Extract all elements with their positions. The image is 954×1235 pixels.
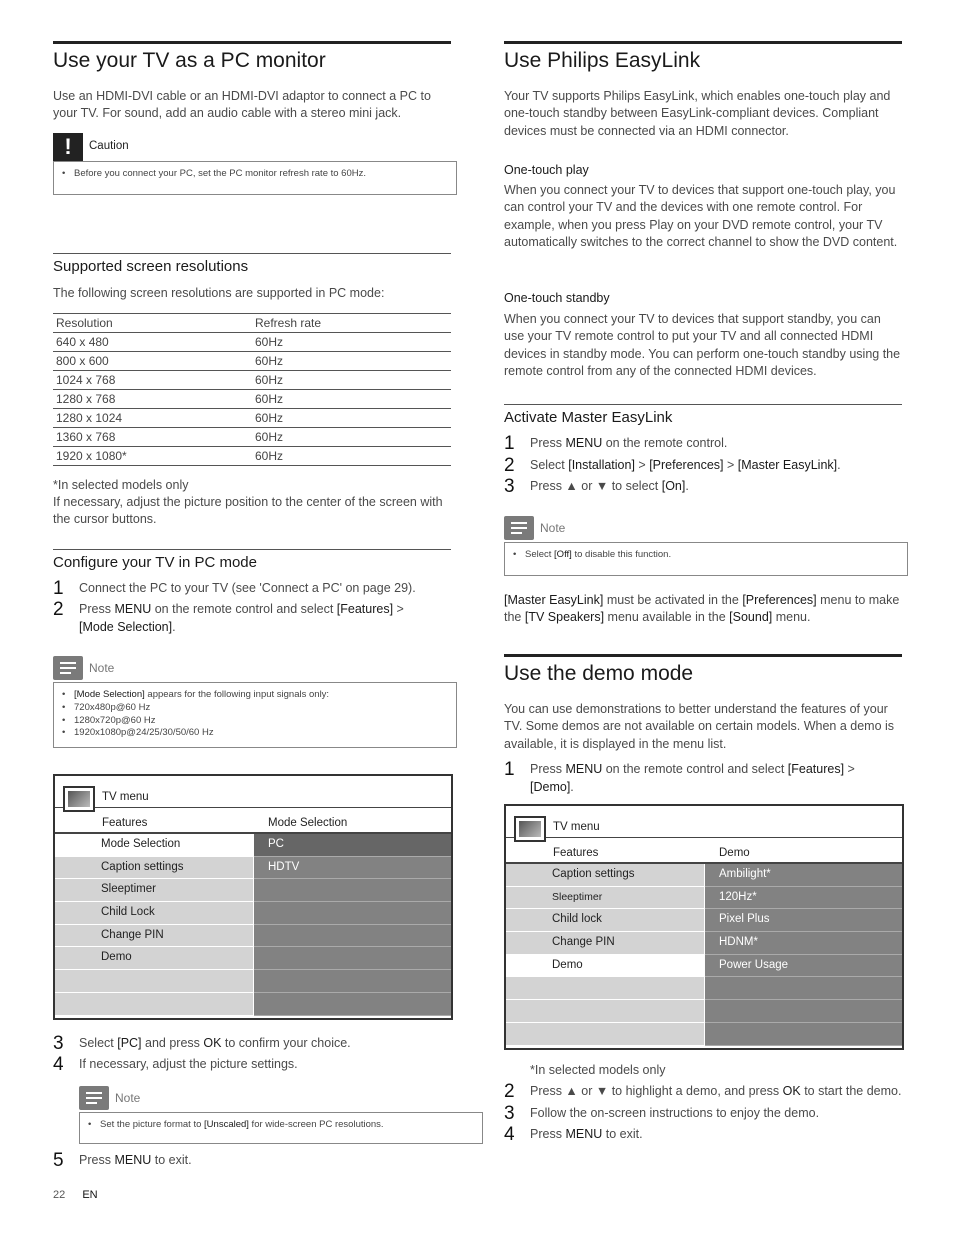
step-text: to start the demo. <box>800 1084 902 1098</box>
menu-option[interactable]: Pixel Plus <box>705 909 902 932</box>
menu-left-header: Features <box>102 817 148 829</box>
resolution-cell: 1280 x 1024 <box>53 409 252 428</box>
resolutions-note: If necessary, adjust the picture position to the center of the screen with the cursor buttons. <box>53 495 443 527</box>
step-text: Connect the PC to your TV (see 'Connect a PC' on page 29). <box>79 581 416 595</box>
menu-option: [Unscaled] <box>204 1119 249 1130</box>
note-text: for wide-screen PC resolutions. <box>248 1119 384 1130</box>
step-number: 2 <box>504 455 515 476</box>
menu-option[interactable]: Ambilight* <box>705 864 902 887</box>
menu-option: [Features] <box>336 602 394 616</box>
menu-item[interactable]: Change PIN <box>55 925 253 948</box>
step-text: . <box>172 620 176 635</box>
note-icon <box>53 656 83 680</box>
note-icon <box>504 516 534 540</box>
menu-item[interactable]: Sleeptimer <box>55 879 253 902</box>
table-row <box>53 447 451 466</box>
menu-option: [TV Speakers] <box>524 610 605 625</box>
demo-step-4 <box>504 1125 902 1144</box>
one-touch-play-text: When you connect your TV to devices that support one-touch play, you can control your TV and the devices with one remote control. For example, when you press Play on your DVD remote control, your TV automatically switches to the correct channel to show the DVD content. <box>504 183 898 249</box>
demo-intro: You can use demonstrations to better understand the features of your TV. Some demos are not available on certain models. When a demo is available, it is displayed in the menu list. <box>504 702 895 751</box>
table-row <box>53 390 451 409</box>
refresh-cell: 60Hz <box>252 371 451 390</box>
one-touch-standby-text: When you connect your TV to devices that support standby, you can use your TV remote control to put your TV and all connected HDMI devices in standby mode. You can perform one-touch standby using the remote control from any of the connected HDMI devices. <box>504 312 901 378</box>
menu-title: TV menu <box>102 791 149 803</box>
menu-item[interactable]: Demo <box>55 947 253 970</box>
menu-item[interactable]: Sleeptimer <box>506 887 704 910</box>
step-number: 4 <box>53 1054 64 1075</box>
caution-item: • Before you connect your PC, set the PC monitor refresh rate to 60Hz. <box>62 168 448 181</box>
menu-option: [Mode Selection] <box>79 620 173 635</box>
menu-option-empty <box>254 947 451 970</box>
master-step-1 <box>504 434 902 453</box>
menu-key: OK <box>203 1036 222 1050</box>
note-icon <box>79 1086 109 1110</box>
note-text: appears for the following input signals only: <box>144 689 330 700</box>
menu-option: [Preferences] <box>742 593 817 607</box>
pc-mode-step-5 <box>53 1151 451 1170</box>
resolution-cell: 640 x 480 <box>53 333 252 352</box>
resolution-cell: 1920 x 1080* <box>53 447 252 466</box>
step-text: on the remote control and select <box>151 602 337 616</box>
resolutions-table <box>53 313 451 466</box>
menu-item-empty <box>506 1023 704 1046</box>
caution-box <box>53 132 457 195</box>
menu-key: OK <box>782 1084 801 1098</box>
menu-option: [On] <box>661 479 686 493</box>
menu-item-empty <box>55 970 253 993</box>
resolution-cell: 1280 x 768 <box>53 390 252 409</box>
step-text: > <box>723 458 738 472</box>
refresh-cell: 60Hz <box>252 390 451 409</box>
step-text: > <box>844 762 855 776</box>
menu-option-empty <box>705 1023 902 1046</box>
master-step-2 <box>504 456 902 475</box>
menu-option[interactable]: HDNM* <box>705 932 902 955</box>
one-touch-standby-title: One-touch standby <box>504 291 610 305</box>
resolutions-footnote: *In selected models only <box>53 478 189 492</box>
step-text: Press <box>530 1127 566 1141</box>
refresh-cell: 60Hz <box>252 447 451 466</box>
step-text: Press <box>530 762 566 776</box>
menu-option: [Mode Selection] <box>74 689 145 700</box>
pc-mode-step-2 <box>53 600 451 636</box>
resolution-cell: 800 x 600 <box>53 352 252 371</box>
step-text: Press ▲ or ▼ to select <box>530 479 662 493</box>
master-easylink-title: Activate Master EasyLink <box>504 404 902 429</box>
resolutions-intro: The following screen resolutions are supported in PC mode: <box>53 286 385 300</box>
easylink-title: Use Philips EasyLink <box>504 41 902 76</box>
step-text: Press <box>79 602 115 616</box>
demo-title: Use the demo mode <box>504 654 902 689</box>
caution-label: Caution <box>89 139 129 152</box>
page-number: 22 <box>53 1189 66 1201</box>
menu-option: [Preferences] <box>649 458 724 472</box>
step-text: to exit. <box>602 1127 643 1141</box>
refresh-cell: 60Hz <box>252 352 451 371</box>
resolution-cell: 1024 x 768 <box>53 371 252 390</box>
note-item: • 1920x1080p@24/25/30/50/60 Hz <box>62 727 448 740</box>
footer <box>53 1188 98 1203</box>
menu-item[interactable]: Change PIN <box>506 932 704 955</box>
step-text: Press <box>79 1153 115 1167</box>
menu-item[interactable]: Caption settings <box>506 864 704 887</box>
tv-menu-mode-selection <box>53 774 453 1020</box>
note-label: Note <box>115 1090 141 1105</box>
step-text: to exit. <box>151 1153 192 1167</box>
note-item <box>62 689 448 702</box>
table-row <box>53 333 451 352</box>
table-row <box>53 352 451 371</box>
table-row <box>53 428 451 447</box>
note-item <box>88 1119 474 1132</box>
menu-key: MENU <box>565 762 603 776</box>
table-row <box>53 371 451 390</box>
body-text: menu. <box>772 610 811 625</box>
menu-item[interactable]: Demo <box>506 955 704 978</box>
pc-monitor-intro: Use an HDMI-DVI cable or an HDMI-DVI adaptor to connect a PC to your TV. For sound, add an audio cable with a stereo mini jack. <box>53 89 431 121</box>
pc-mode-step-3 <box>53 1034 451 1053</box>
menu-option-empty <box>254 970 451 993</box>
step-number: 3 <box>53 1033 64 1054</box>
resolution-cell: 1360 x 768 <box>53 428 252 447</box>
step-text: Select <box>79 1036 118 1050</box>
menu-option: [Master EasyLink] <box>737 458 838 472</box>
note-label: Note <box>89 660 115 675</box>
note-item <box>513 549 899 562</box>
step-text: > <box>634 458 650 472</box>
demo-step-1 <box>504 760 902 796</box>
step-text: to confirm your choice. <box>221 1036 351 1050</box>
master-note <box>504 516 908 576</box>
pc-mode-step-4 <box>53 1055 451 1074</box>
menu-option-empty <box>705 1000 902 1023</box>
note-text: Set the picture format to <box>100 1119 205 1130</box>
menu-option: [Master EasyLink] <box>504 593 604 607</box>
menu-right-header: Mode Selection <box>268 817 348 829</box>
step-number: 1 <box>504 759 515 780</box>
resolutions-title: Supported screen resolutions <box>53 253 451 278</box>
demo-footnote: *In selected models only <box>530 1063 666 1077</box>
menu-item-empty <box>506 977 704 1000</box>
body-text: menu available in the <box>604 610 730 625</box>
header-refresh-rate: Refresh rate <box>252 314 451 333</box>
tv-menu-demo <box>504 804 904 1050</box>
step-text: on the remote control. <box>602 436 728 450</box>
note-text: Select <box>525 549 555 560</box>
menu-option-empty <box>254 925 451 948</box>
menu-item-empty <box>506 1000 704 1023</box>
note-text: to disable this function. <box>571 549 672 560</box>
menu-option-empty <box>254 993 451 1016</box>
step-text: Follow the on-screen instructions to enjoy the demo. <box>530 1106 820 1120</box>
menu-option-hdtv[interactable]: HDTV <box>254 857 451 880</box>
menu-option-pc[interactable]: PC <box>254 834 451 857</box>
header-resolution: Resolution <box>53 314 252 333</box>
refresh-cell: 60Hz <box>252 428 451 447</box>
menu-left-header: Features <box>553 847 599 859</box>
menu-key: MENU <box>565 436 603 450</box>
step-number: 1 <box>53 578 64 599</box>
pc-mode-step-1 <box>53 579 451 598</box>
master-step-3 <box>504 477 902 496</box>
table-header-row <box>53 314 451 333</box>
menu-title: TV menu <box>553 821 600 833</box>
menu-option-empty <box>705 977 902 1000</box>
menu-item[interactable]: Child Lock <box>55 902 253 925</box>
step-text: > <box>393 602 404 616</box>
step-text: . <box>837 458 841 472</box>
refresh-cell: 60Hz <box>252 409 451 428</box>
menu-item[interactable]: Child lock <box>506 909 704 932</box>
master-after-text <box>504 592 902 627</box>
pc-mode-note <box>53 656 457 748</box>
pc-monitor-title: Use your TV as a PC monitor <box>53 41 451 76</box>
note-label: Note <box>540 520 566 535</box>
refresh-cell: 60Hz <box>252 333 451 352</box>
body-text: menu to make the <box>504 593 900 625</box>
menu-option: [Installation] <box>568 458 635 472</box>
menu-option: [Demo] <box>530 780 571 795</box>
menu-item[interactable]: Mode Selection <box>55 834 253 857</box>
step-text: . <box>685 479 689 493</box>
table-row <box>53 409 451 428</box>
menu-option-empty <box>254 879 451 902</box>
step-text: Press <box>530 436 566 450</box>
step-number: 3 <box>504 476 515 497</box>
demo-step-2 <box>504 1082 908 1101</box>
menu-right-header: Demo <box>719 847 750 859</box>
step-text: Press ▲ or ▼ to highlight a demo, and press <box>530 1084 783 1098</box>
menu-key: MENU <box>114 1153 152 1167</box>
menu-item[interactable]: Caption settings <box>55 857 253 880</box>
step-text: . <box>570 780 574 795</box>
menu-item-empty <box>55 993 253 1016</box>
menu-option[interactable]: Power Usage <box>705 955 902 978</box>
demo-step-3 <box>504 1104 902 1123</box>
menu-key: MENU <box>114 602 152 616</box>
menu-option: [Sound] <box>729 610 773 625</box>
language-code: EN <box>82 1189 98 1201</box>
step-number: 2 <box>53 599 64 620</box>
caution-icon: ! <box>53 133 83 161</box>
menu-option: [PC] <box>117 1036 142 1050</box>
pc-mode-title: Configure your TV in PC mode <box>53 549 451 574</box>
step-number: 2 <box>504 1081 515 1102</box>
body-text: must be activated in the <box>603 593 743 607</box>
menu-option: [Off] <box>554 549 572 560</box>
note-item: • 1280x720p@60 Hz <box>62 715 448 728</box>
menu-option: [Features] <box>787 762 845 776</box>
menu-key: MENU <box>565 1127 603 1141</box>
step-text: Select <box>530 458 569 472</box>
step-text: If necessary, adjust the picture settings. <box>79 1057 298 1071</box>
one-touch-play-title: One-touch play <box>504 163 589 177</box>
menu-option[interactable]: 120Hz* <box>705 887 902 910</box>
step-number: 5 <box>53 1150 64 1171</box>
step-number: 4 <box>504 1124 515 1145</box>
step-number: 1 <box>504 433 515 454</box>
menu-option-empty <box>254 902 451 925</box>
easylink-intro: Your TV supports Philips EasyLink, which enables one-touch play and one-touch standby between EasyLink-compliant devices. Compliant devices must be connected via an HDMI connector. <box>504 89 891 138</box>
step-text: and press <box>141 1036 204 1050</box>
note-item: • 720x480p@60 Hz <box>62 702 448 715</box>
pc-mode-note-2 <box>79 1086 483 1144</box>
step-number: 3 <box>504 1103 515 1124</box>
step-text: on the remote control and select <box>602 762 788 776</box>
